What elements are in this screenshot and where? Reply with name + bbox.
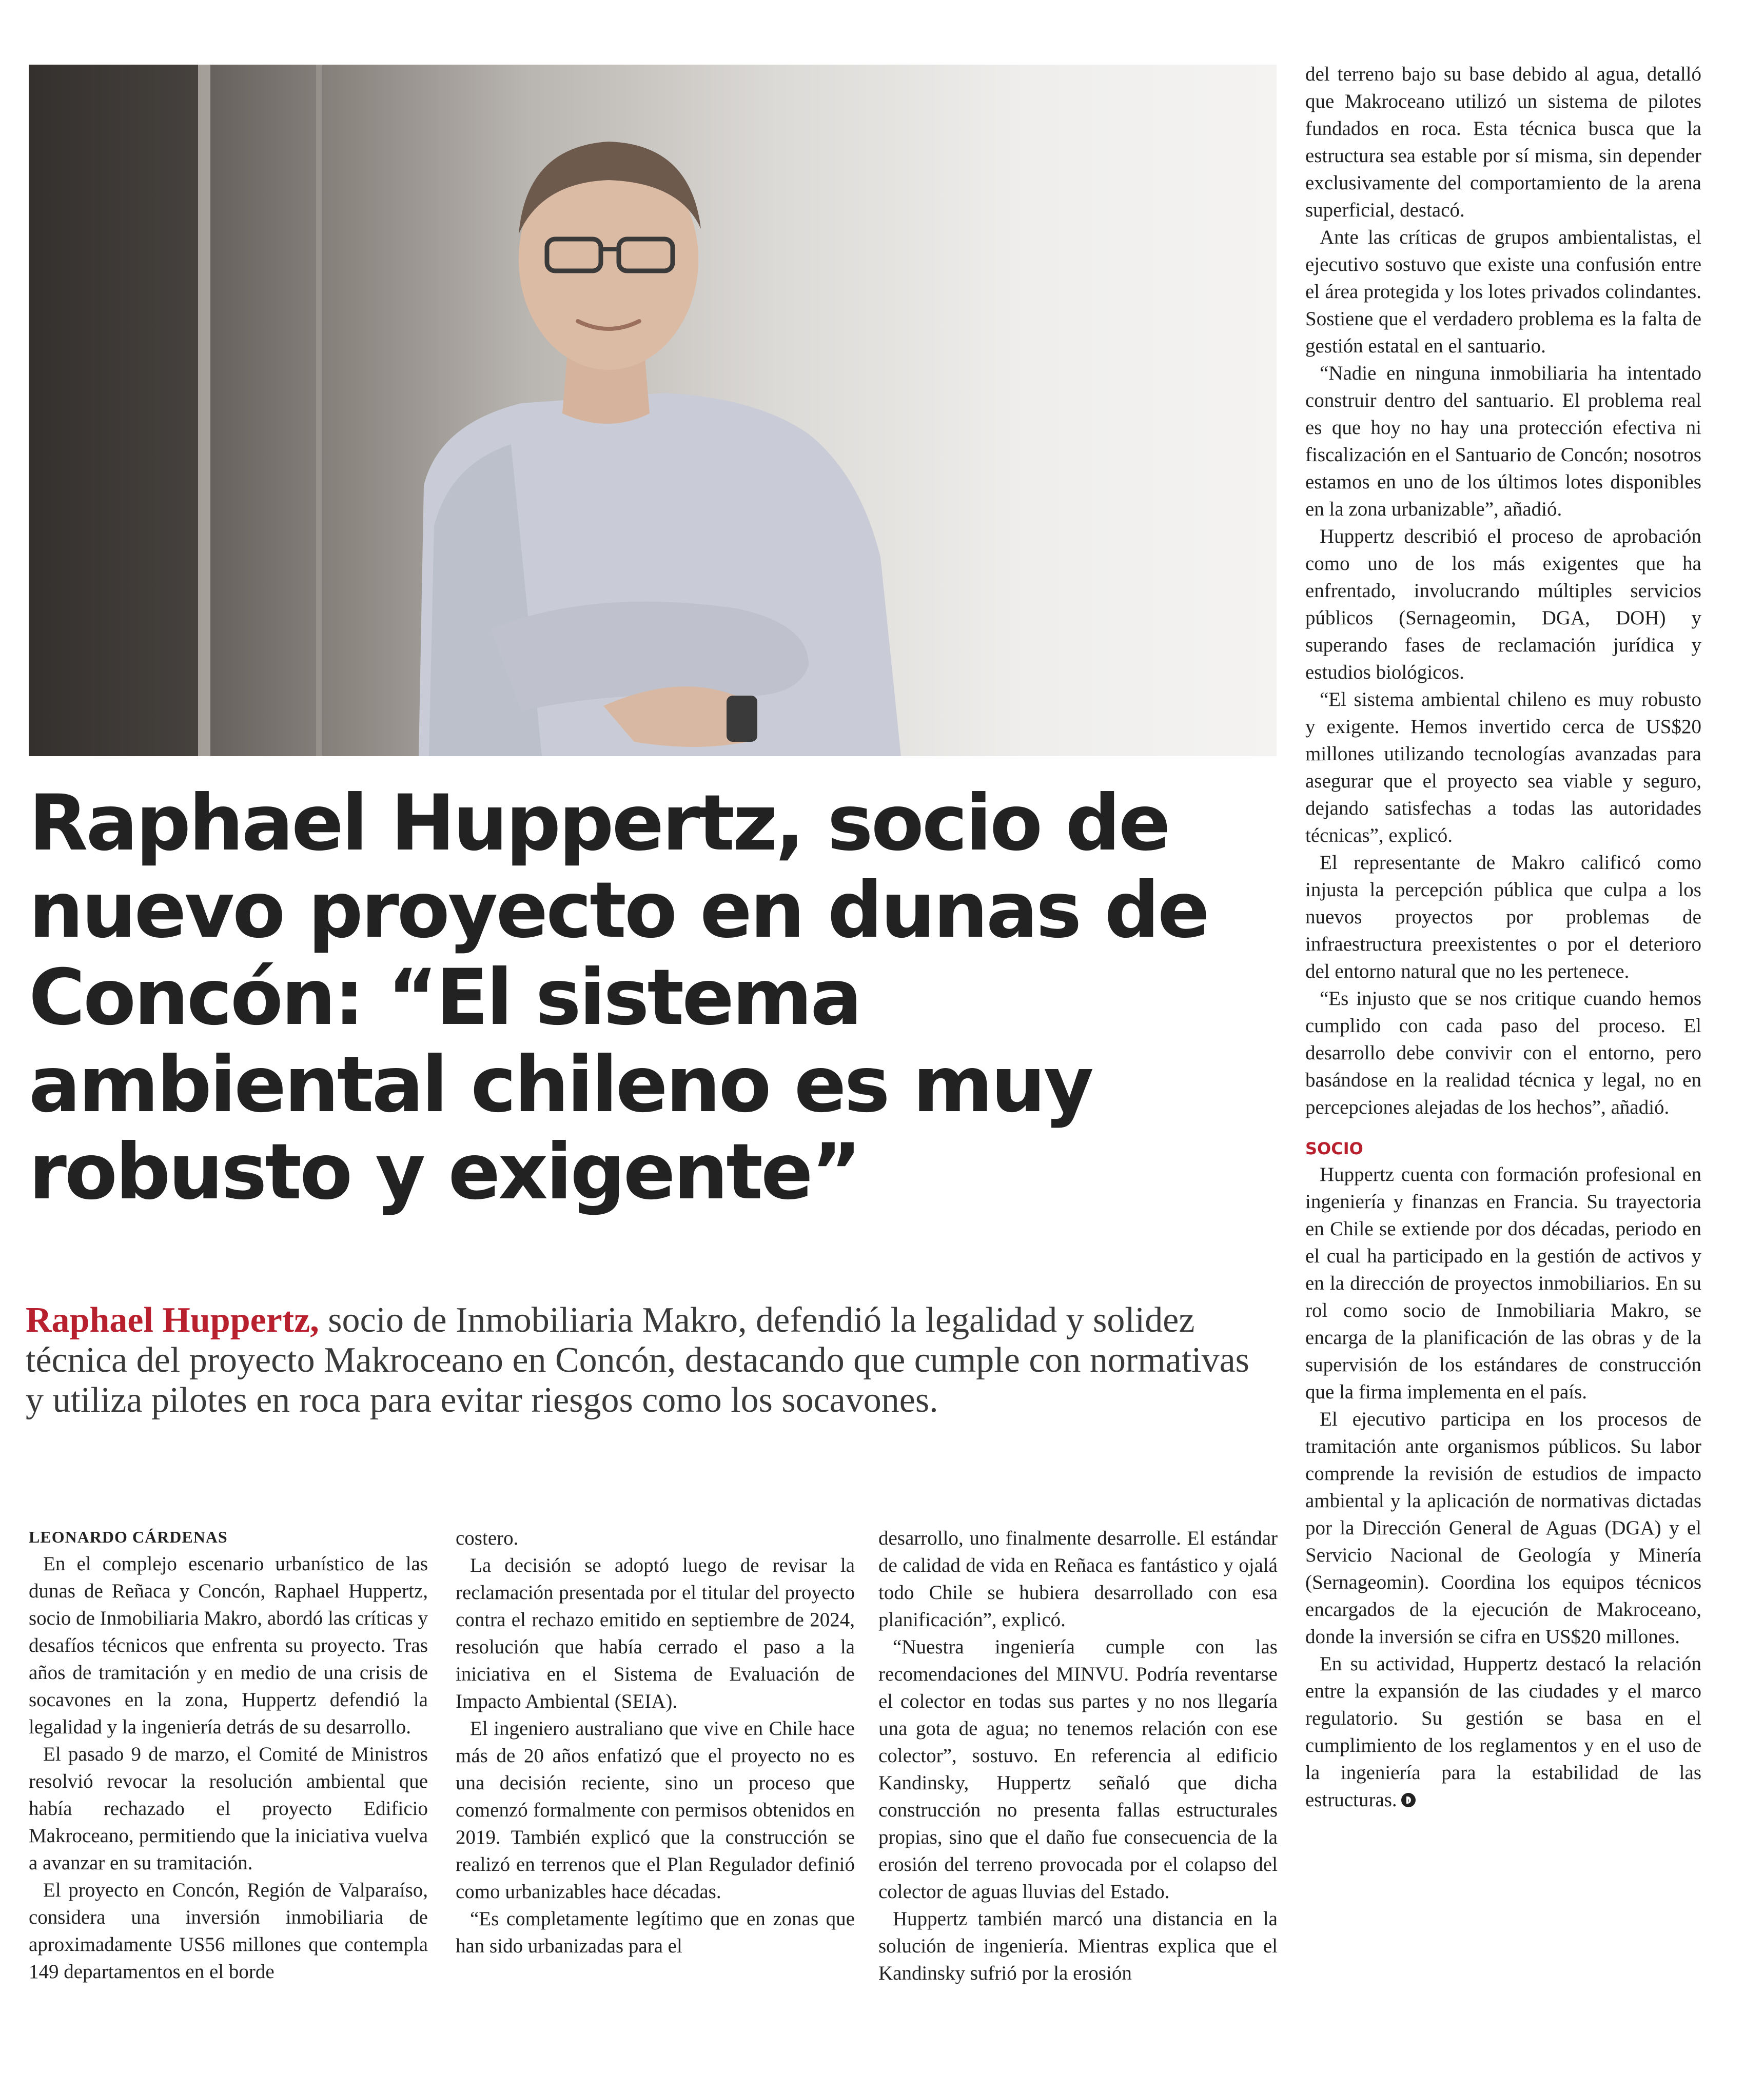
paragraph: Huppertz también marcó una distancia en la solución de ingeniería. Mientras explica que el Kandinsky sufrió por la erosión — [878, 1908, 1278, 1984]
paragraph: “Es injusto que se nos critique cuando hemos cumplido con cada paso del proceso. El desarrollo debe convivir con el entorno, pero basándose en la realidad técnica y legal, no en percepciones alejadas de los hechos”, añadió. — [1305, 988, 1701, 1118]
byline: LEONARDO CÁRDENAS — [29, 1528, 228, 1546]
article-column-3 — [878, 1525, 1278, 1987]
paragraph: El proyecto en Concón, Región de Valparaíso, considera una inversión inmobiliaria de aproximadamente US56 millones que contempla 149 departamentos en el borde — [29, 1879, 428, 1983]
paragraph: En el complejo escenario urbanístico de las dunas de Reñaca y Concón, Raphael Huppertz, socio de Inmobiliaria Makro, abordó las críticas y desafíos técnicos que enfrenta su proyecto. Tras años de tramitación y en medio de una crisis de socavones en la zona, Huppertz defendió la legalidad y la ingeniería detrás de su desarrollo. — [29, 1553, 428, 1738]
paragraph: Huppertz cuenta con formación profesional en ingeniería y finanzas en Francia. Su trayectoria en Chile se extiende por dos décadas, periodo en el cual ha participado en la gestión de activos y en la dirección de proyectos inmobiliarios. En su rol como socio de Inmobiliaria Makro, se encarga de la planificación de las obras y de la supervisión de los estándares de construcción que la firma implementa en el país. — [1305, 1163, 1701, 1403]
article-column-2 — [456, 1525, 855, 1960]
paragraph: “Es completamente legítimo que en zonas que han sido urbanizadas para el — [456, 1908, 855, 1957]
paragraph: “El sistema ambiental chileno es muy robusto y exigente. Hemos invertido cerca de US$20 millones utilizando tecnologías avanzadas para asegurar que el proyecto sea viable y seguro, dejando satisfechas a todas las autoridades técnicas”, explicó. — [1305, 688, 1701, 846]
lead-text: socio de Inmobiliaria Makro, defendió la legalidad y solidez técnica del proyecto Makroceano en Concón, destacando que cumple con normativas y utiliza pilotes en roca para evitar riesgos como los socavones. — [26, 1300, 1249, 1420]
article-column-4 — [1305, 61, 1701, 1813]
article-column-1 — [29, 1525, 428, 1985]
paragraph: El pasado 9 de marzo, el Comité de Ministros resolvió revocar la resolución ambiental que había rechazado el proyecto Edificio Makroceano, permitiendo que la iniciativa vuelva a avanzar en su tramitación. — [29, 1743, 428, 1874]
paragraph: El ingeniero australiano que vive en Chile hace más de 20 años enfatizó que el proyecto no es una decisión reciente, sino un proceso que comenzó formalmente con permisos obtenidos en 2019. También explicó que la construcción se realizó en terrenos que el Plan Regulador definió como urbanizables hace décadas. — [456, 1717, 855, 1903]
paragraph: El ejecutivo participa en los procesos de tramitación ante organismos públicos. Su labor comprende la revisión de estudios de impacto ambiental y la aplicación de normativas dictadas por la Dirección General de Aguas (DGA) y el Servicio Nacional de Geología y Minería (Sernageomin). Coordina los equipos técnicos encargados de la ejecución de Makroceano, donde la inversión se cifra en US$20 millones. — [1305, 1408, 1701, 1648]
article-headline: Raphael Huppertz, socio de nuevo proyecto en dunas de Concón: “El sistema ambiental chileno es muy robusto y exigente” — [29, 779, 1208, 1217]
paragraph: El representante de Makro calificó como injusta la percepción pública que culpa a los nuevos proyectos por problemas de infraestructura preexistentes o por el deterioro del entorno natural que no les pertenece. — [1305, 852, 1701, 982]
paragraph: del terreno bajo su base debido al agua, detalló que Makroceano utilizó un sistema de pilotes fundados en roca. Esta técnica busca que la estructura sea estable por sí misma, sin depender exclusivamente del comportamiento de la arena superficial, destacó. — [1305, 63, 1701, 221]
end-of-article-icon — [1401, 1793, 1416, 1807]
section-subhead: SOCIO — [1305, 1139, 1363, 1158]
portrait-illustration — [29, 65, 1277, 756]
article-photo — [29, 65, 1277, 756]
lead-name: Raphael Huppertz, — [26, 1300, 319, 1340]
paragraph — [1305, 1650, 1701, 1813]
article-lead — [26, 1300, 1267, 1420]
paragraph: “Nuestra ingeniería cumple con las recomendaciones del MINVU. Podría reventarse el colector en todas sus partes y no nos llegaría una gota de agua; no tenemos relación con ese colector”, sostuvo. En referencia al edificio Kandinsky, Huppertz señaló que dicha construcción no presenta fallas estructurales propias, sino que el daño fue consecuencia de la erosión del terreno provocada por el colapso del colector de aguas lluvias del Estado. — [878, 1636, 1278, 1903]
paragraph: Huppertz describió el proceso de aprobación como uno de los más exigentes que ha enfrentado, involucrando múltiples servicios públicos (Sernageomin, DGA, DOH) y superando fases de reclamación jurídica y estudios biológicos. — [1305, 525, 1701, 683]
paragraph: costero. — [456, 1527, 519, 1549]
paragraph: Ante las críticas de grupos ambientalistas, el ejecutivo sostuvo que existe una confusión entre el área protegida y los lotes privados colindantes. Sostiene que el verdadero problema es la falta de gestión estatal en el santuario. — [1305, 226, 1701, 357]
final-paragraph-text: En su actividad, Huppertz destacó la relación entre la expansión de las ciudades y el marco regulatorio. Su gestión se basa en el cumplimiento de los reglamentos y en el uso de la ingeniería para la estabilidad de las estructuras. — [1305, 1653, 1701, 1811]
paragraph: La decisión se adoptó luego de revisar la reclamación presentada por el titular del proyecto contra el rechazo emitido en septiembre de 2024, resolución que había cerrado el paso a la iniciativa en el Sistema de Evaluación de Impacto Ambiental (SEIA). — [456, 1554, 855, 1712]
paragraph: desarrollo, uno finalmente desarrolle. El estándar de calidad de vida en Reñaca es fantástico y ojalá todo Chile se hubiera desarrollado con esa planificación”, explicó. — [878, 1527, 1278, 1631]
paragraph: “Nadie en ninguna inmobiliaria ha intentado construir dentro del santuario. El problema real es que hoy no hay una protección efectiva ni fiscalización en el Santuario de Concón; nosotros estamos en uno de los últimos lotes disponibles en la zona urbanizable”, añadió. — [1305, 362, 1701, 520]
